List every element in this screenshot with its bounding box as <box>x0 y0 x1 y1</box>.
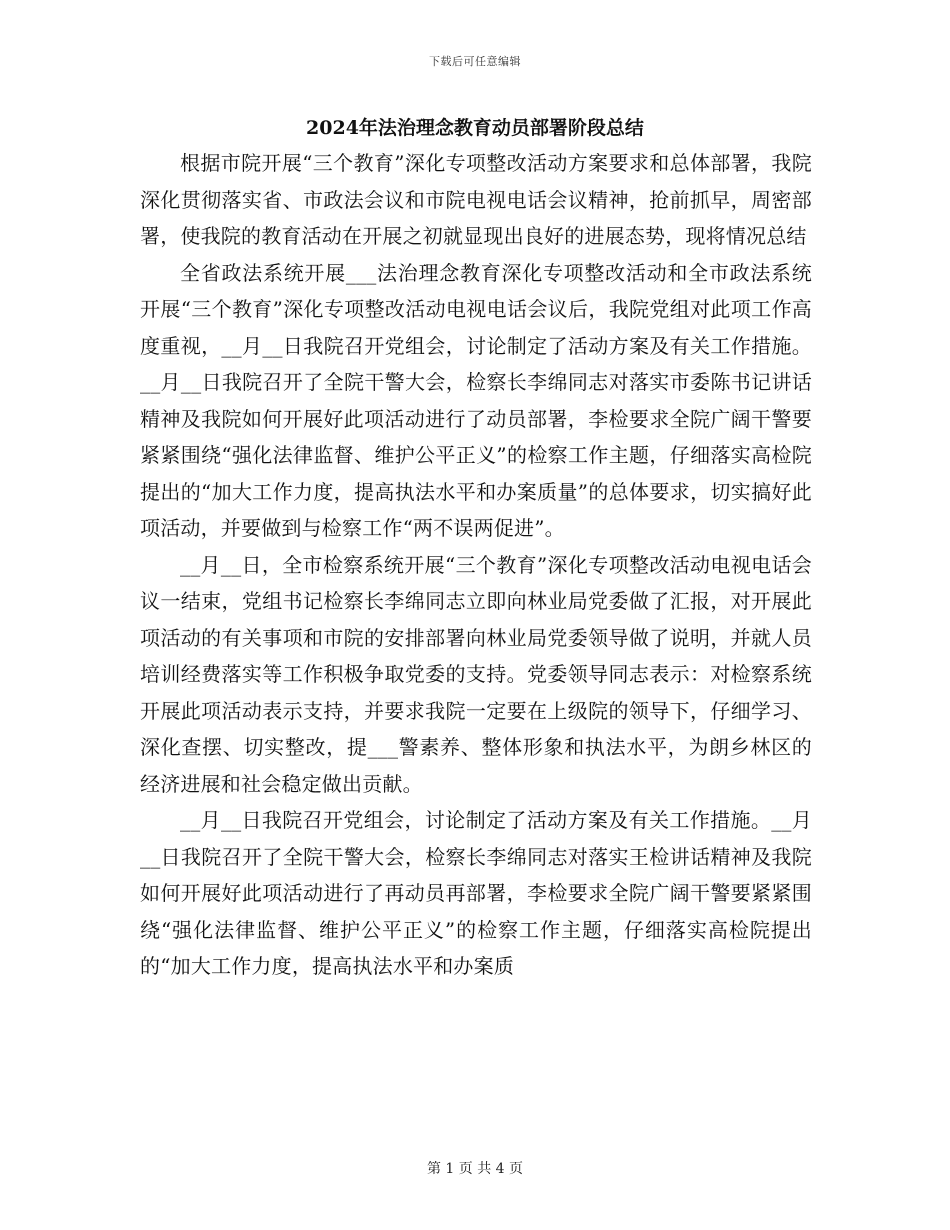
page-header-note: 下载后可任意编辑 <box>429 55 521 68</box>
document-title: 2024年法治理念教育动员部署阶段总结 <box>306 117 644 139</box>
paragraph-1: 根据市院开展“三个教育”深化专项整改活动方案要求和总体部署，我院深化贯彻落实省、市政法会议和市院电视电话会议精神，抢前抓早，周密部署，使我院的教育活动在开展之初就显现出良好的进展态势，现将情况总结 <box>140 151 812 248</box>
page-number: 第 1 页 共 4 页 <box>426 1161 524 1177</box>
paragraph-3: __月__日，全市检察系统开展“三个教育”深化专项整改活动电视电话会议一结束，党组书记检察长李绵同志立即向林业局党委做了汇报，对开展此项活动的有关事项和市院的安排部署向林业局党委领导做了说明，并就人员培训经费落实等工作积极争取党委的支持。党委领导同志表示：对检察系统开展此项活动表示支持，并要求我院一定要在上级院的领导下，仔细学习、深化查摆、切实整改，提___警素养、整体形象和执法水平，为朗乡林区的经济进展和社会稳定做出贡献。 <box>140 552 812 796</box>
document-body <box>140 145 812 985</box>
paragraph-2: 全省政法系统开展___法治理念教育深化专项整改活动和全市政法系统开展“三个教育”深化专项整改活动电视电话会议后，我院党组对此项工作高度重视，__月__日我院召开党组会，讨论制定了活动方案及有关工作措施。__月__日我院召开了全院干警大会，检察长李绵同志对落实市委陈书记讲话精神及我院如何开展好此项活动进行了动员部署，李检要求全院广阔干警要紧紧围绕“强化法律监督、维护公平正义”的检察工作主题，仔细落实高检院提出的“加大工作力度，提高执法水平和办案质量”的总体要求，切实搞好此项活动，并要做到与检察工作“两不误两促进”。 <box>140 260 812 540</box>
paragraph-4: __月__日我院召开党组会，讨论制定了活动方案及有关工作措施。__月__日我院召开了全院干警大会，检察长李绵同志对落实王检讲话精神及我院如何开展好此项活动进行了再动员再部署，李检要求全院广阔干警要紧紧围绕“强化法律监督、维护公平正义”的检察工作主题，仔细落实高检院提出的“加大工作力度，提高执法水平和办案质 <box>140 808 812 978</box>
